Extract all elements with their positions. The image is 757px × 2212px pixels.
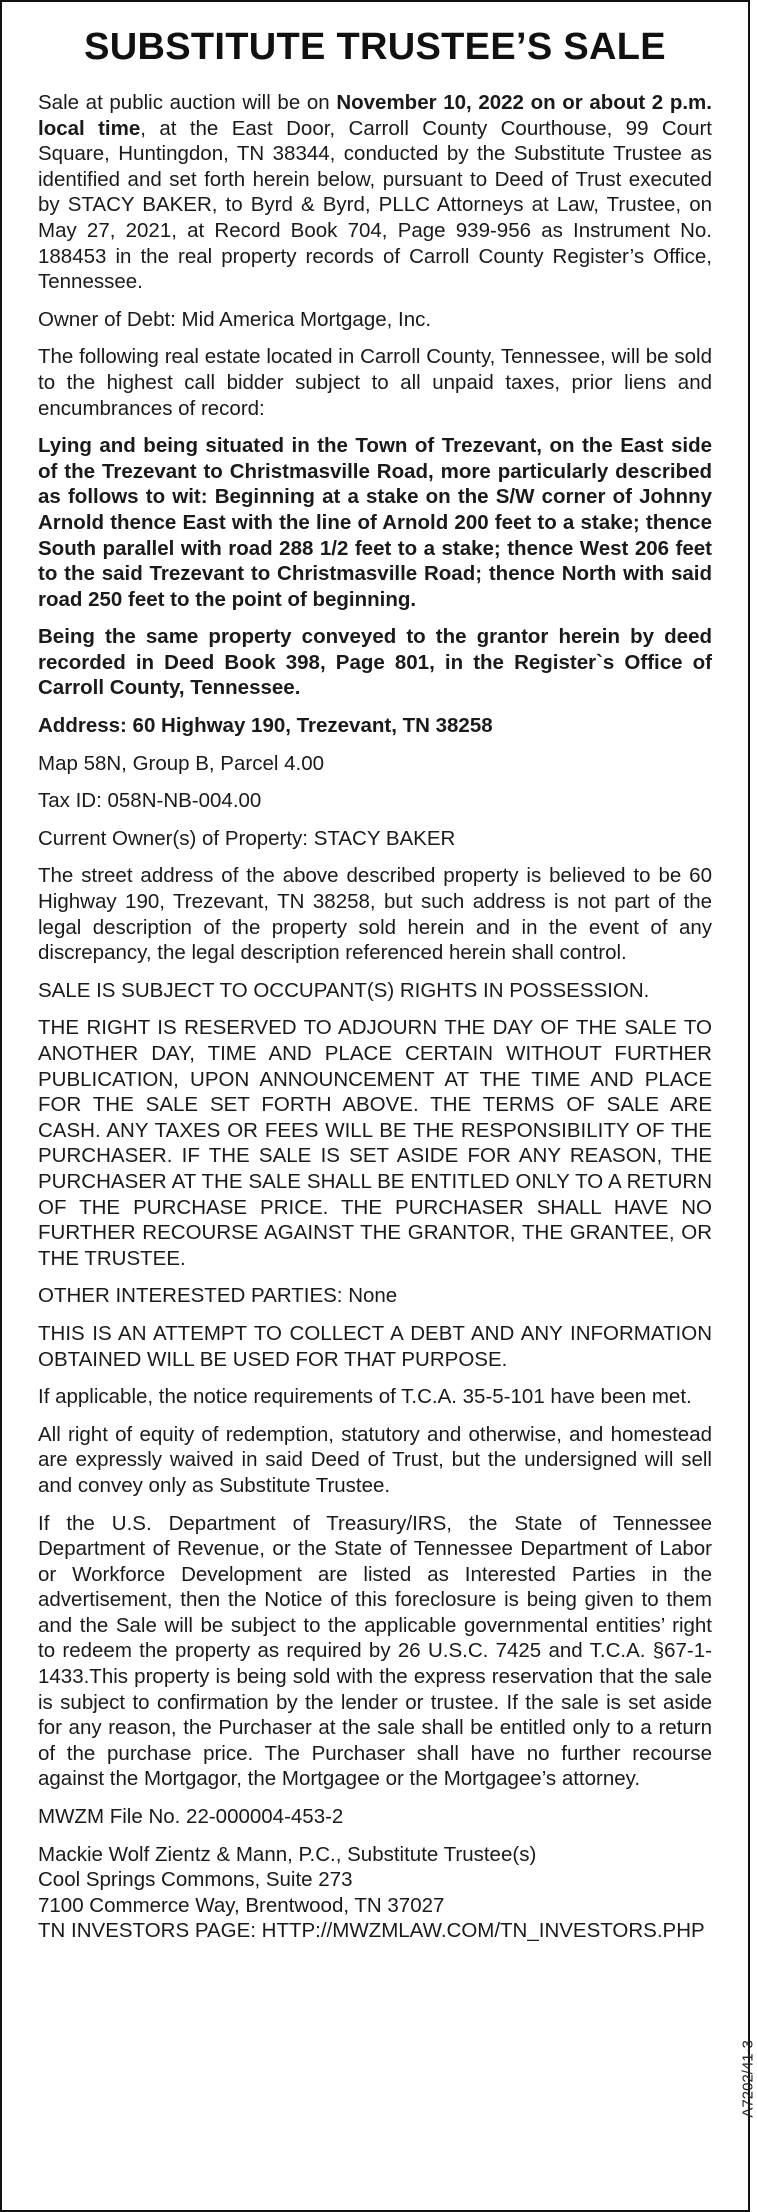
- signature-street: 7100 Commerce Way, Brentwood, TN 37027: [38, 1893, 445, 1917]
- sale-details-paragraph: [38, 90, 712, 295]
- file-number: MWZM File No. 22-000004-453-2: [38, 1805, 344, 1829]
- current-owner: Current Owner(s) of Property: STACY BAKER: [38, 826, 456, 850]
- signature-block: [38, 1842, 712, 1944]
- right-reserved-paragraph: THE RIGHT IS RESERVED TO ADJOURN THE DAY OF THE SALE TO ANOTHER DAY, TIME AND PLACE CERTAIN WITHOUT FURTHER PUBLICATION, UPON ANNOUNCEMENT AT THE TIME AND PLACE FOR THE SALE SET FORTH ABOVE. THE TERMS OF SALE ARE CASH. ANY TAXES OR FEES WILL BE THE RESPONSIBILITY OF THE PURCHASER. IF THE SALE IS SET ASIDE FOR ANY REASON, THE PURCHASER AT THE SALE SHALL BE ENTITLED ONLY TO A RETURN OF THE PURCHASE PRICE. THE PURCHASER SHALL HAVE NO FURTHER RECOURSE AGAINST THE GRANTOR, THE GRANTEE, OR THE TRUSTEE.: [38, 1016, 712, 1270]
- equity-waiver-paragraph: All right of equity of redemption, statutory and otherwise, and homestead are expressly waived in said Deed of Trust, but the undersigned will sell and convey only as Substitute Trustee.: [38, 1422, 712, 1497]
- same-property-paragraph: Being the same property conveyed to the grantor herein by deed recorded in Deed Book 398, Page 801, in the Register`s Office of Carroll County, Tennessee.: [38, 625, 712, 700]
- treasury-paragraph: If the U.S. Department of Treasury/IRS, the State of Tennessee Department of Revenue, or the State of Tennessee Department of Labor or Workforce Development are listed as Interested Parties in the advertisement, then the Notice of this foreclosure is being given to them and the Sale will be subject to the applicable governmental entities’ right to redeem the property as required by 26 U.S.C. 7425 and T.C.A. §67-1-1433.This property is being sold with the express reservation that the sale is subject to confirmation by the lender or trustee. If the sale is set aside for any reason, the Purchaser at the sale shall be entitled only to a return of the purchase price. The Purchaser shall have no further recourse against the Mortgagor, the Mortgagee or the Mortgagee’s attorney.: [38, 1511, 712, 1791]
- signature-investors-page: TN INVESTORS PAGE: HTTP://MWZMLAW.COM/TN_INVESTORS.PHP: [38, 1919, 705, 1943]
- street-address-paragraph: The street address of the above described property is believed to be 60 Highway 190, Trezevant, TN 38258, but such address is not part of the legal description of the property sold herein and in the event of any discrepancy, the legal description referenced herein shall control.: [38, 864, 712, 965]
- tax-id: Tax ID: 058N-NB-004.00: [38, 789, 262, 813]
- occupant-rights: SALE IS SUBJECT TO OCCUPANT(S) RIGHTS IN POSSESSION.: [38, 978, 650, 1002]
- notice-title: SUBSTITUTE TRUSTEE’S SALE: [84, 26, 666, 68]
- tca-notice: If applicable, the notice requirements of T.C.A. 35-5-101 have been met.: [38, 1385, 692, 1409]
- legal-description-paragraph: Lying and being situated in the Town of Trezevant, on the East side of the Trezevant to Christmasville Road, more particularly described as follows to wit: Beginning at a stake on the S/W corner of Johnny Arnold thence East with the line of Arnold 200 feet to a stake; thence South parallel with road 288 1/2 feet to a stake; thence West 206 feet to the said Trezevant to Christmasville Road; thence North with said road 250 feet to the point of beginning.: [38, 434, 712, 611]
- sale-details-intro: Sale at public auction will be on: [38, 91, 337, 114]
- property-address: Address: 60 Highway 190, Trezevant, TN 38258: [38, 714, 493, 738]
- sale-details-body: , at the East Door, Carroll County Courthouse, 99 Court Square, Huntingdon, TN 38344, conducted by the Substitute Trustee as identified and set forth herein below, pursuant to Deed of Trust executed by STACY BAKER, to Byrd & Byrd, PLLC Attorneys at Law, Trustee, on May 27, 2021, at Record Book 704, Page 939-956 as Instrument No. 188453 in the real property records of Carroll County Register’s Office, Tennessee.: [38, 116, 712, 294]
- ad-code: A7202/41-3: [740, 2040, 757, 2118]
- other-interested-parties: OTHER INTERESTED PARTIES: None: [38, 1284, 398, 1308]
- signature-suite: Cool Springs Commons, Suite 273: [38, 1868, 353, 1892]
- real-estate-paragraph: The following real estate located in Carroll County, Tennessee, will be sold to the highest call bidder subject to all unpaid taxes, prior liens and encumbrances of record:: [38, 345, 712, 420]
- sale-date-time: November 10, 2022 on or about 2 p.m. local time: [38, 91, 712, 140]
- signature-firm: Mackie Wolf Zientz & Mann, P.C., Substitute Trustee(s): [38, 1842, 537, 1866]
- map-parcel: Map 58N, Group B, Parcel 4.00: [38, 751, 325, 775]
- owner-of-debt: Owner of Debt: Mid America Mortgage, Inc.: [38, 307, 432, 331]
- debt-collection-notice: THIS IS AN ATTEMPT TO COLLECT A DEBT AND ANY INFORMATION OBTAINED WILL BE USED FOR THAT PURPOSE.: [38, 1321, 712, 1371]
